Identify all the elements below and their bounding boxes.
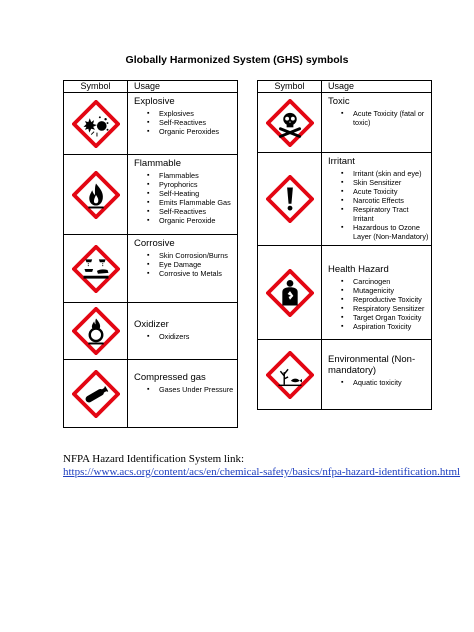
ghs-table-left xyxy=(63,80,238,428)
usage-cell xyxy=(322,340,432,410)
hazard-name: Corrosive xyxy=(134,238,175,249)
list-item: ▪ Respiratory Tract Irritant xyxy=(328,205,431,223)
list-item: ▪ Acute Toxicity xyxy=(328,187,431,196)
list-item: ▪ Self-Reactives xyxy=(134,207,237,216)
list-item: ▪ Reproductive Toxicity xyxy=(328,295,431,304)
list-item: ▪ Oxidizers xyxy=(134,332,237,341)
hazard-name: Toxic xyxy=(328,96,350,107)
list-item: ▪ Aquatic toxicity xyxy=(328,378,431,387)
usage-cell xyxy=(128,235,238,303)
skull-crossbones-icon xyxy=(266,99,314,147)
hazard-name: Irritant xyxy=(328,156,355,167)
list-item: ▪ Respiratory Sensitizer xyxy=(328,304,431,313)
symbol-cell xyxy=(64,155,128,235)
table-row xyxy=(64,303,238,360)
hazard-name: Explosive xyxy=(134,96,175,107)
list-item: ▪ Organic Peroxide xyxy=(134,216,237,225)
list-item: ▪ Self-Heating xyxy=(134,189,237,198)
hazard-list xyxy=(134,332,237,341)
usage-column-header: Usage xyxy=(322,81,432,93)
hazard-list xyxy=(328,169,431,241)
table-row xyxy=(258,340,432,410)
list-item: ▪ Narcotic Effects xyxy=(328,196,431,205)
list-item: ▪ Pyrophorics xyxy=(134,180,237,189)
list-item: ▪ Eye Damage xyxy=(134,260,237,269)
nfpa-section xyxy=(63,453,460,479)
usage-cell xyxy=(128,360,238,428)
hazard-list xyxy=(328,277,431,331)
hazard-name: Environmental (Non-mandatory) xyxy=(328,354,416,376)
list-item: ▪ Explosives xyxy=(134,109,237,118)
usage-cell xyxy=(322,93,432,153)
usage-cell xyxy=(128,303,238,360)
symbol-cell xyxy=(64,235,128,303)
hazard-list xyxy=(328,378,431,387)
exploding-bomb-icon xyxy=(72,100,120,148)
flame-over-circle-icon xyxy=(72,307,120,355)
usage-cell xyxy=(128,155,238,235)
list-item: ▪ Skin Corrosion/Burns xyxy=(134,251,237,260)
table-row xyxy=(258,153,432,246)
list-item: ▪ Carcinogen xyxy=(328,277,431,286)
hazard-name: Flammable xyxy=(134,158,181,169)
table-row xyxy=(64,360,238,428)
list-item: ▪ Self-Reactives xyxy=(134,118,237,127)
list-item: ▪ Hazardous to Ozone Layer (Non-Mandatory) xyxy=(328,223,431,241)
list-item: ▪ Organic Peroxides xyxy=(134,127,237,136)
list-item: ▪ Acute Toxicity (fatal or toxic) xyxy=(328,109,431,127)
hazard-list xyxy=(134,109,237,136)
usage-cell xyxy=(128,93,238,155)
list-item: ▪ Gases Under Pressure xyxy=(134,385,237,394)
table-row xyxy=(64,93,238,155)
list-item: ▪ Corrosive to Metals xyxy=(134,269,237,278)
hazard-list xyxy=(134,171,237,225)
health-hazard-icon xyxy=(266,269,314,317)
hazard-list xyxy=(134,385,237,394)
table-row xyxy=(258,93,432,153)
ghs-table-right xyxy=(257,80,432,410)
symbol-cell xyxy=(64,360,128,428)
usage-column-header: Usage xyxy=(128,81,238,93)
nfpa-link[interactable]: https://www.acs.org/content/acs/en/chemical-safety/basics/nfpa-hazard-identification.html xyxy=(63,466,461,478)
flame-icon xyxy=(72,171,120,219)
table-header-row xyxy=(258,81,432,93)
hazard-name: Oxidizer xyxy=(134,319,169,330)
table-row xyxy=(258,246,432,340)
environment-icon xyxy=(266,351,314,399)
list-item: ▪ Emits Flammable Gas xyxy=(134,198,237,207)
list-item: ▪ Target Organ Toxicity xyxy=(328,313,431,322)
hazard-list xyxy=(134,251,237,278)
symbol-cell xyxy=(64,303,128,360)
exclamation-mark-icon xyxy=(266,175,314,223)
list-item: ▪ Irritant (skin and eye) xyxy=(328,169,431,178)
symbol-cell xyxy=(258,340,322,410)
list-item: ▪ Aspiration Toxicity xyxy=(328,322,431,331)
table-header-row xyxy=(64,81,238,93)
hazard-list xyxy=(328,109,431,127)
hazard-name: Health Hazard xyxy=(328,264,389,275)
gas-cylinder-icon xyxy=(72,370,120,418)
corrosion-icon xyxy=(72,245,120,293)
symbol-cell xyxy=(258,93,322,153)
table-row xyxy=(64,235,238,303)
list-item: ▪ Flammables xyxy=(134,171,237,180)
symbol-cell xyxy=(258,153,322,246)
symbol-column-header: Symbol xyxy=(258,81,322,93)
symbol-column-header: Symbol xyxy=(64,81,128,93)
usage-cell xyxy=(322,246,432,340)
usage-cell xyxy=(322,153,432,246)
page-title: Globally Harmonized System (GHS) symbols xyxy=(125,54,349,66)
list-item: ▪ Mutagenicity xyxy=(328,286,431,295)
symbol-cell xyxy=(64,93,128,155)
list-item: ▪ Skin Sensitizer xyxy=(328,178,431,187)
nfpa-label: NFPA Hazard Identification System link: xyxy=(63,453,245,465)
table-row xyxy=(64,155,238,235)
hazard-name: Compressed gas xyxy=(134,372,206,383)
symbol-cell xyxy=(258,246,322,340)
